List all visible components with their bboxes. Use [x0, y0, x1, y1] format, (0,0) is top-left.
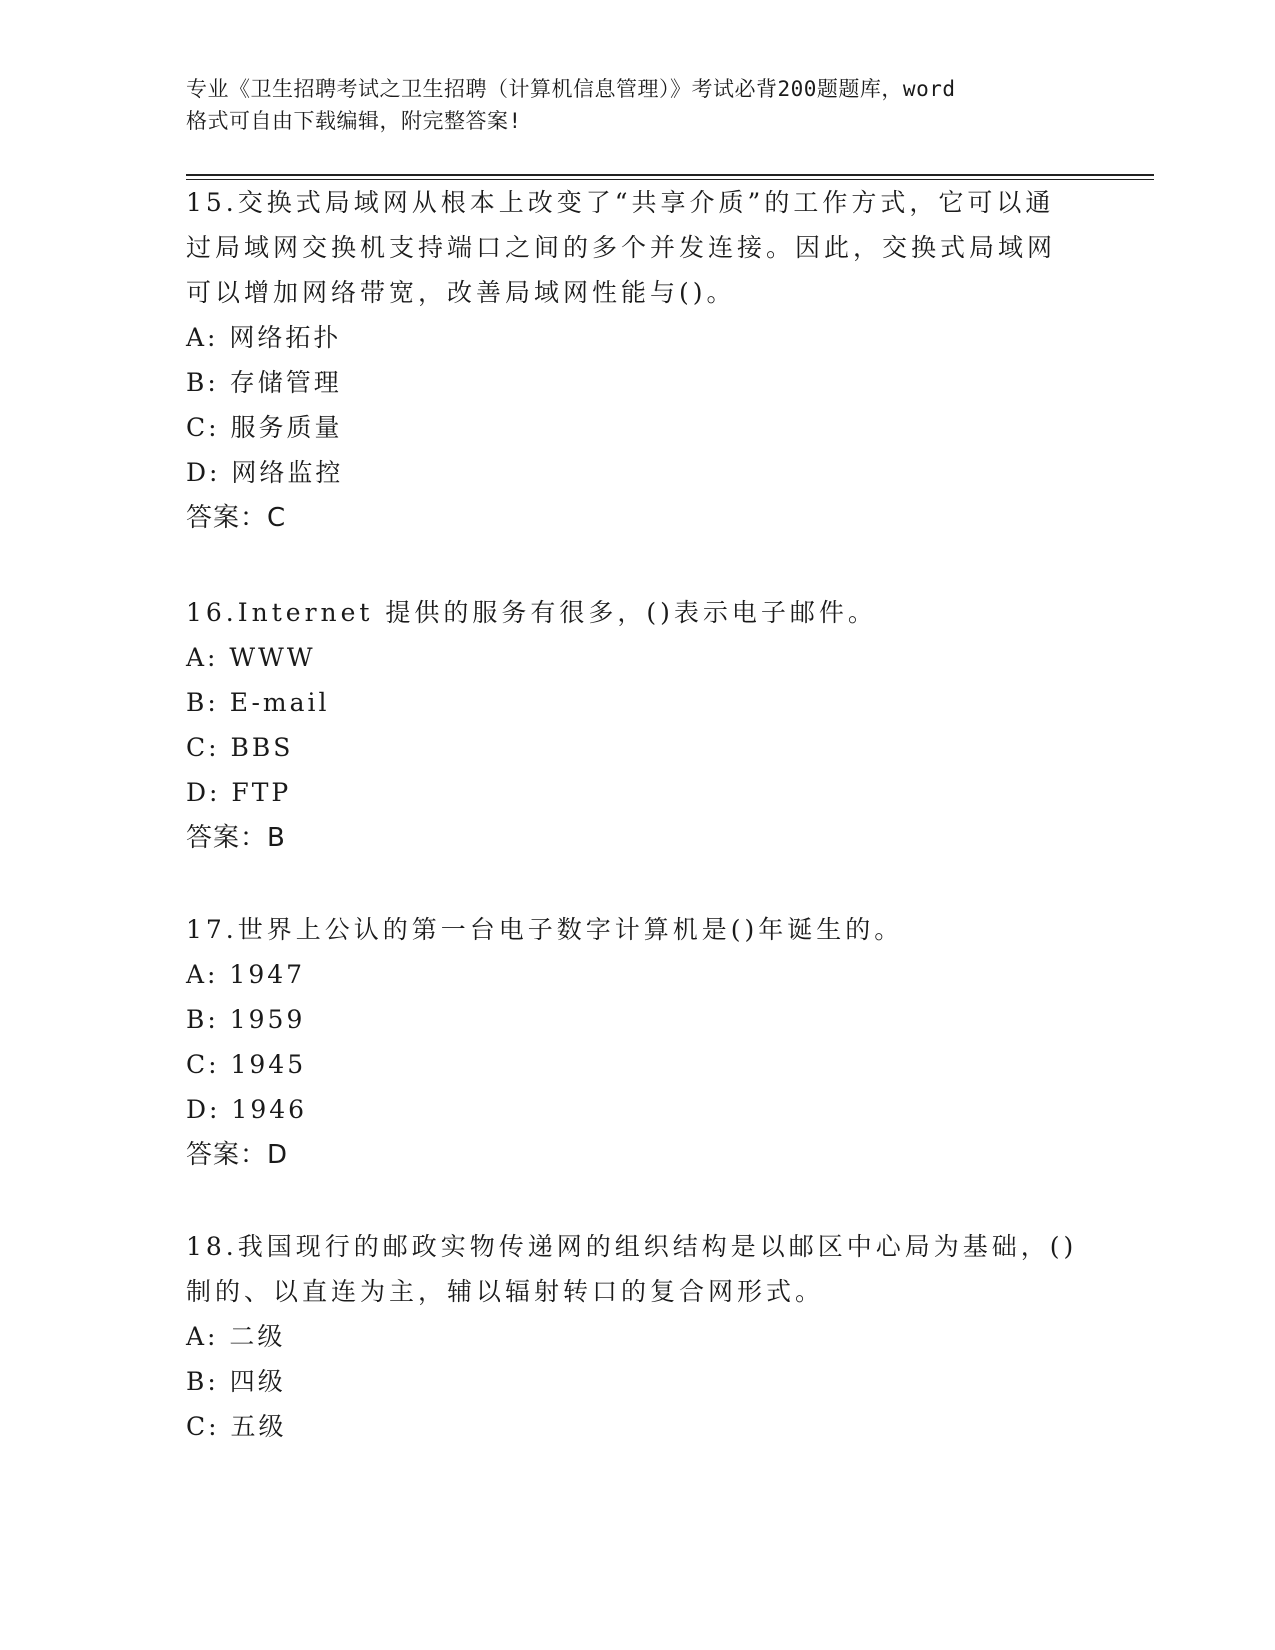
question-text-line: 16.Internet 提供的服务有很多，()表示电子邮件。 [186, 598, 877, 627]
question-15 [186, 180, 1066, 541]
option-a: A: 网络拓扑 [186, 323, 342, 352]
question-text-line: 17.世界上公认的第一台电子数字计算机是()年诞生的。 [186, 915, 904, 944]
option-d: D: 1946 [186, 1095, 308, 1124]
document-header [186, 73, 1086, 137]
question-text-line: 制的、以直连为主，辅以辐射转口的复合网形式。 [186, 1277, 825, 1306]
option-d: D: 网络监控 [186, 458, 344, 487]
option-b: B: 1959 [186, 1005, 306, 1034]
option-b: B: 存储管理 [186, 368, 342, 397]
question-text-line: 过局域网交换机支持端口之间的多个并发连接。因此，交换式局域网 [186, 233, 1057, 262]
option-a: A: 二级 [186, 1322, 286, 1351]
option-a: A: WWW [186, 643, 316, 672]
option-b: B: 四级 [186, 1367, 286, 1396]
question-text-line: 18.我国现行的邮政实物传递网的组织结构是以邮区中心局为基础，() [186, 1232, 1078, 1261]
header-divider-thick [186, 174, 1154, 176]
option-d: D: FTP [186, 778, 292, 807]
option-c: C: BBS [186, 733, 294, 762]
question-16 [186, 590, 1066, 861]
option-a: A: 1947 [186, 960, 306, 989]
question-17 [186, 907, 1066, 1178]
question-text-line: 15.交换式局域网从根本上改变了“共享介质”的工作方式，它可以通 [186, 188, 1055, 217]
header-line-1: 专业《卫生招聘考试之卫生招聘（计算机信息管理）》考试必背200题题库，word [186, 77, 956, 101]
option-c: C: 1945 [186, 1050, 307, 1079]
question-18 [186, 1224, 1078, 1449]
answer: 答案：D [186, 1140, 289, 1170]
option-c: C: 五级 [186, 1412, 287, 1441]
option-b: B: E-mail [186, 688, 330, 717]
header-line-2: 格式可自由下载编辑，附完整答案! [186, 109, 522, 133]
option-c: C: 服务质量 [186, 413, 343, 442]
answer: 答案：C [186, 503, 287, 533]
answer: 答案：B [186, 823, 286, 853]
question-text-line: 可以增加网络带宽，改善局域网性能与()。 [186, 278, 736, 307]
